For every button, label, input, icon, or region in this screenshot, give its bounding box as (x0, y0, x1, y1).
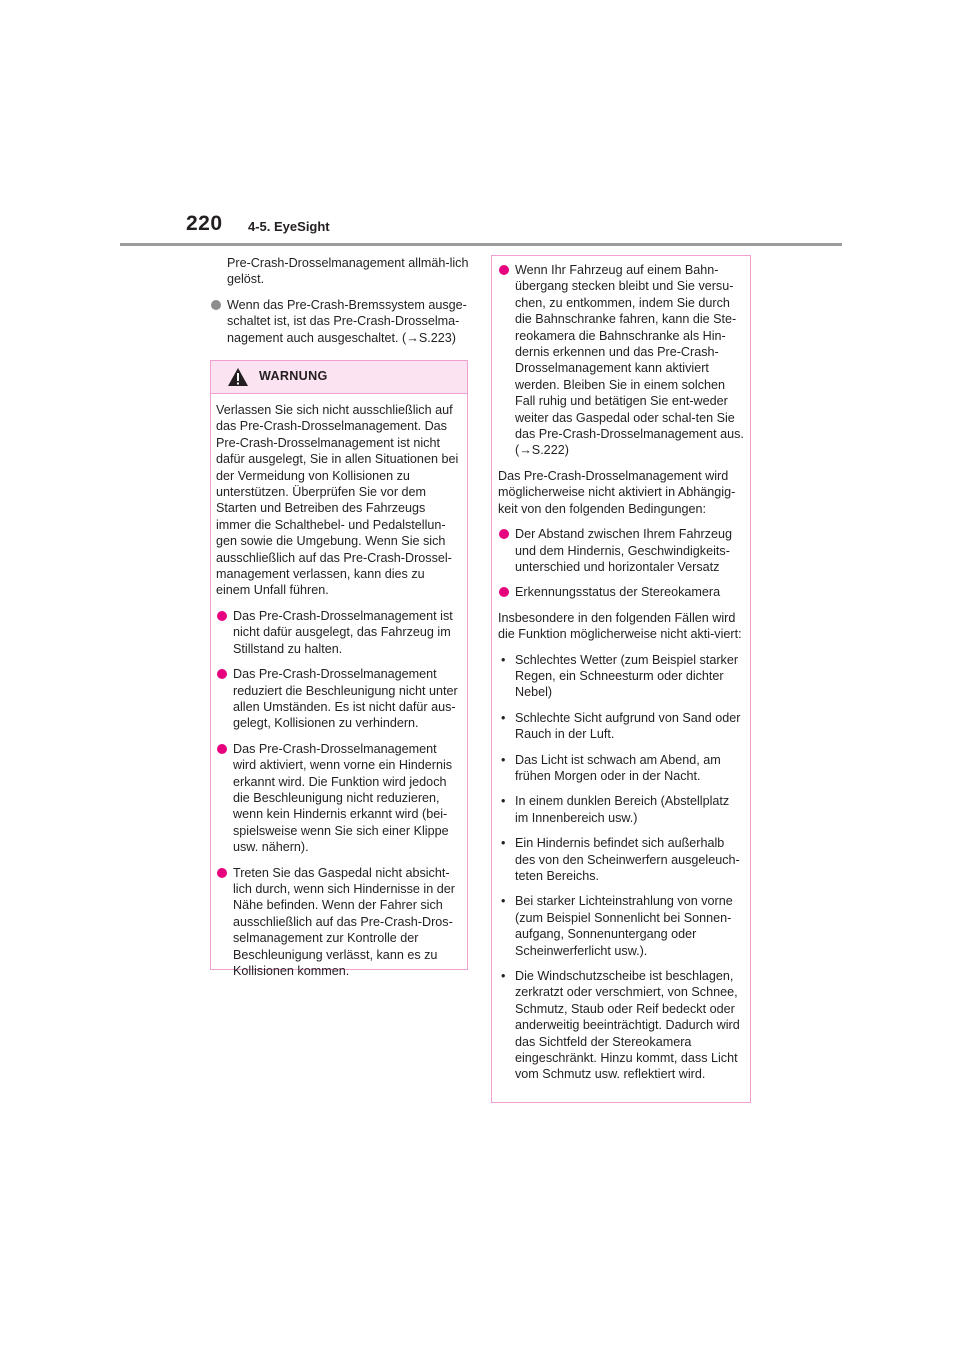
warning-header (211, 361, 467, 394)
bullet-railway-crossing: Wenn Ihr Fahrzeug auf einem Bahn-übergang stecken bleibt und Sie versu-chen, zu entkommen, indem Sie durch die Bahnschranke fahren, kann die Ste-reokamera die Bahnschranke als Hin-dernis erkennen und das Pre-Crash-Drosselmanagement kann aktiviert werden. Bleiben Sie in einem solchen Fall ruhig und betätigen Sie ent-weder weiter das Gaspedal oder schal-ten Sie das Pre-Crash-Drosselmanagement aus. (→S.222) (498, 262, 744, 459)
warning-triangle-icon (227, 367, 249, 387)
bullet-distance: Der Abstand zwischen Ihrem Fahrzeug und dem Hindernis, Geschwindigkeits-unterschied und horizontaler Versatz (498, 526, 744, 575)
continued-warning-box (491, 255, 751, 1103)
warning-title: WARNUNG (259, 369, 328, 383)
bullet-brake-system-off: Wenn das Pre-Crash-Bremssystem ausge-schaltet ist, ist das Pre-Crash-Drosselma-nagement auch ausgeschaltet. (→S.223) (210, 297, 472, 346)
list-item-text: Ein Hindernis befindet sich außerhalb des von den Scheinwerfern ausgeleuch-teten Bereichs. (515, 836, 740, 883)
list-item-text: Schlechtes Wetter (zum Beispiel starker Regen, ein Schneesturm oder dichter Nebel) (515, 652, 739, 700)
continued-warning-body (492, 256, 750, 1083)
conditions-intro: Das Pre-Crash-Drosselmanagement wird möglicherweise nicht aktiviert in Abhängig-keit von den folgenden Bedingungen: (498, 468, 736, 516)
list-item-text: Das Licht ist schwach am Abend, am frühen Morgen oder in der Nacht. (515, 752, 721, 783)
warning-item: Das Pre-Crash-Drosselmanagement ist nicht dafür ausgelegt, das Fahrzeug im Stillstand zu halten. (216, 608, 460, 657)
warning-item: Das Pre-Crash-Drosselmanagement wird aktiviert, wenn vorne ein Hindernis erkannt wird. Die Funktion wird jedoch die Beschleunigung nicht reduzieren, wenn kein Hindernis erkannt wird (bei-spielsweise wenn Sie sich einer Klippe usw. nähern). (216, 741, 460, 856)
left-column (210, 255, 472, 355)
warning-intro: Verlassen Sie sich nicht ausschließlich auf das Pre-Crash-Drosselmanagement. Das Pre-Crash-Drosselmanagement ist nicht dafür ausgelegt, Sie in allen Situationen bei der Vermeidung von Kollisionen zu unterstützen. Überprüfen Sie vor dem Starten und Betreiben des Fahrzeugs immer die Schalthebel- und Pedalstellun-gen sowie die Umgebung. Wenn Sie sich ausschließlich auf das Pre-Crash-Drossel-management verlassen, kann dies zu einem Unfall führen. (216, 403, 459, 598)
warning-body (211, 394, 467, 979)
section-title: 4-5. EyeSight (248, 219, 330, 234)
page-number: 220 (186, 212, 223, 235)
list-item-text: Bei starker Lichteinstrahlung von vorne (zum Beispiel Sonnenlicht bei Sonnen-aufgang, Sonnenuntergang oder Scheinwerferlicht usw.). (515, 894, 733, 958)
list-item: • Schlechtes Wetter (zum Beispiel starker Regen, ein Schneesturm oder dichter Nebel) (501, 652, 739, 700)
list-item: • Bei starker Lichteinstrahlung von vorne (zum Beispiel Sonnenlicht bei Sonnen-aufgang, Sonnenuntergang oder Scheinwerferlicht usw.). (501, 894, 733, 958)
warning-item: Das Pre-Crash-Drosselmanagement reduziert die Beschleunigung nicht unter allen Umständen. Es ist nicht dafür aus-gelegt, Kollisionen zu verhindern. (216, 666, 460, 732)
continued-text: Pre-Crash-Drosselmanagement allmäh-lich gelöst. (227, 256, 469, 287)
list-item: • Das Licht ist schwach am Abend, am frühen Morgen oder in der Nacht. (501, 752, 721, 783)
cases-intro: Insbesondere in den folgenden Fällen wird die Funktion möglicherweise nicht akti-viert: (498, 610, 742, 642)
warning-box (210, 360, 468, 978)
header-rule (120, 243, 842, 246)
list-item-text: Die Windschutzscheibe ist beschlagen, zerkratzt oder verschmiert, von Schnee, Schmutz, Staub oder Reif bedeckt oder anderweitig beeinträchtigt. Dadurch wird das Sichtfeld der Stereokamera eingeschränkt. Hinzu kommt, dass Licht vom Schmutz usw. reflektiert wird. (515, 969, 740, 1082)
warning-item: Treten Sie das Gaspedal nicht absicht-lich durch, wenn sich Hindernisse in der Nähe befinden. Wenn der Fahrer sich ausschließlich auf das Pre-Crash-Dros-selmanagement zur Kontrolle der Beschleunigung verlässt, kann es zu Kollisionen kommen. (216, 865, 460, 980)
list-item: • Ein Hindernis befindet sich außerhalb des von den Scheinwerfern ausgeleuch-teten Bereichs. (501, 836, 740, 883)
list-item-text: In einem dunklen Bereich (Abstellplatz im Innenbereich usw.) (515, 794, 730, 825)
list-item: • Die Windschutzscheibe ist beschlagen, zerkratzt oder verschmiert, von Schnee, Schmutz, Staub oder Reif bedeckt oder anderweitig beeinträchtigt. Dadurch wird das Sichtfeld der Stereokamera eingeschränkt. Hinzu kommt, dass Licht vom Schmutz usw. reflektiert wird. (501, 969, 740, 1082)
list-item: • In einem dunklen Bereich (Abstellplatz im Innenbereich usw.) (501, 794, 730, 825)
list-item: • Schlechte Sicht aufgrund von Sand oder Rauch in der Luft. (501, 710, 741, 742)
bullet-recognition-status: Erkennungsstatus der Stereokamera (498, 584, 744, 600)
list-item-text: Schlechte Sicht aufgrund von Sand oder Rauch in der Luft. (515, 710, 741, 742)
